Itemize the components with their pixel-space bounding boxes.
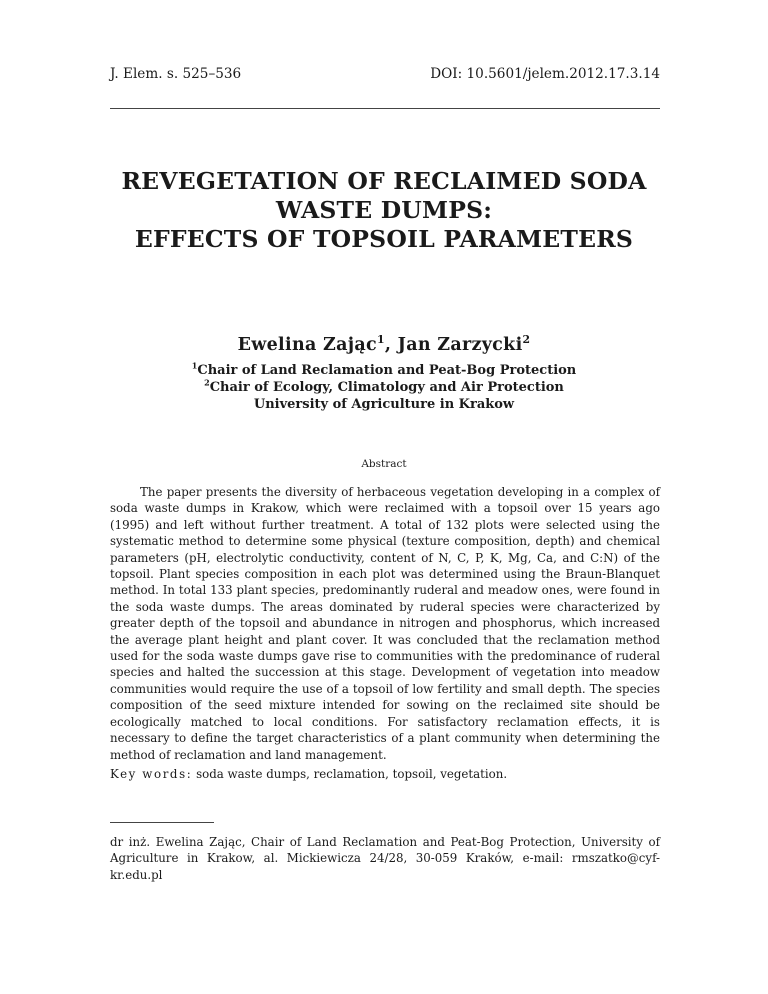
institution: University of Agriculture in Krakow bbox=[253, 397, 515, 412]
affiliation-line bbox=[60, 362, 708, 379]
title-line: EFFECTS OF TOPSOIL PARAMETERS bbox=[134, 225, 634, 253]
doi[interactable]: DOI: 10.5601/jelem.2012.17.3.14 bbox=[430, 66, 660, 82]
author-separator: , bbox=[384, 335, 398, 355]
abstract-heading: Abstract bbox=[361, 458, 407, 470]
author-list bbox=[60, 335, 708, 355]
affiliation-line bbox=[60, 379, 708, 396]
affiliation-mark: 1 bbox=[376, 333, 385, 347]
keywords bbox=[110, 766, 660, 782]
keywords-text: soda waste dumps, reclamation, topsoil, vegetation. bbox=[196, 767, 508, 781]
affiliations bbox=[60, 362, 708, 413]
affiliation-text: Chair of Ecology, Climatology and Air Protection bbox=[209, 380, 564, 395]
keywords-label: Key words: bbox=[110, 767, 193, 781]
header-rule bbox=[110, 108, 660, 109]
title-line: WASTE DUMPS: bbox=[275, 196, 493, 224]
abstract-text: The paper presents the diversity of herbaceous vegetation developing in a complex of soda waste dumps in Krakow, which were reclaimed with a topsoil over 15 years ago (1995) and left without further treatment. A total of 132 plots were selected using the systematic method to determine some physical (texture composition, depth) and chemical parameters (pH, electrolytic conductivity, content of N, C, P, K, Mg, Ca, and C:N) of the topsoil. Plant species composition in each plot was determined using the Braun-Blanquet method. In total 133 plant species, predominantly ruderal and meadow ones, were found in the soda waste dumps. The areas dominated by ruderal species were characterized by greater depth of the topsoil and abundance in nitrogen and phosphorus, which increased the average plant height and plant cover. It was concluded that the reclamation method used for the soda waste dumps gave rise to communities with the predominance of ruderal species and halted the succession at this stage. Development of vegetation into meadow communities would require the use of a topsoil of low fertility and small depth. The species composition of the seed mixture intended for sowing on the reclaimed site should be ecologically matched to local conditions. For satisfactory reclamation effects, it is necessary to define the target characteristics of a plant community when determining the method of reclamation and land management. bbox=[110, 485, 660, 762]
affiliation-text: Chair of Land Reclamation and Peat-Bog Protection bbox=[197, 363, 577, 378]
author-footnote: dr inż. Ewelina Zając, Chair of Land Reclamation and Peat-Bog Protection, University of Agriculture in Krakow, al. Mickiewicza 24/28, 30-059 Kraków, e-mail: rmszatko@cyf-kr.edu.pl bbox=[110, 835, 660, 882]
paper-title bbox=[60, 167, 708, 254]
author-name: Ewelina Zając bbox=[237, 335, 377, 355]
journal-citation: J. Elem. s. 525–536 bbox=[110, 66, 242, 82]
running-head bbox=[110, 66, 660, 88]
footnote-rule bbox=[110, 822, 214, 823]
affiliation-mark: 2 bbox=[204, 377, 210, 388]
affiliation-mark: 1 bbox=[191, 360, 198, 371]
title-line: REVEGETATION OF RECLAIMED SODA bbox=[121, 167, 647, 195]
affiliation-mark: 2 bbox=[522, 333, 531, 347]
author-name: Jan Zarzycki bbox=[397, 335, 523, 355]
